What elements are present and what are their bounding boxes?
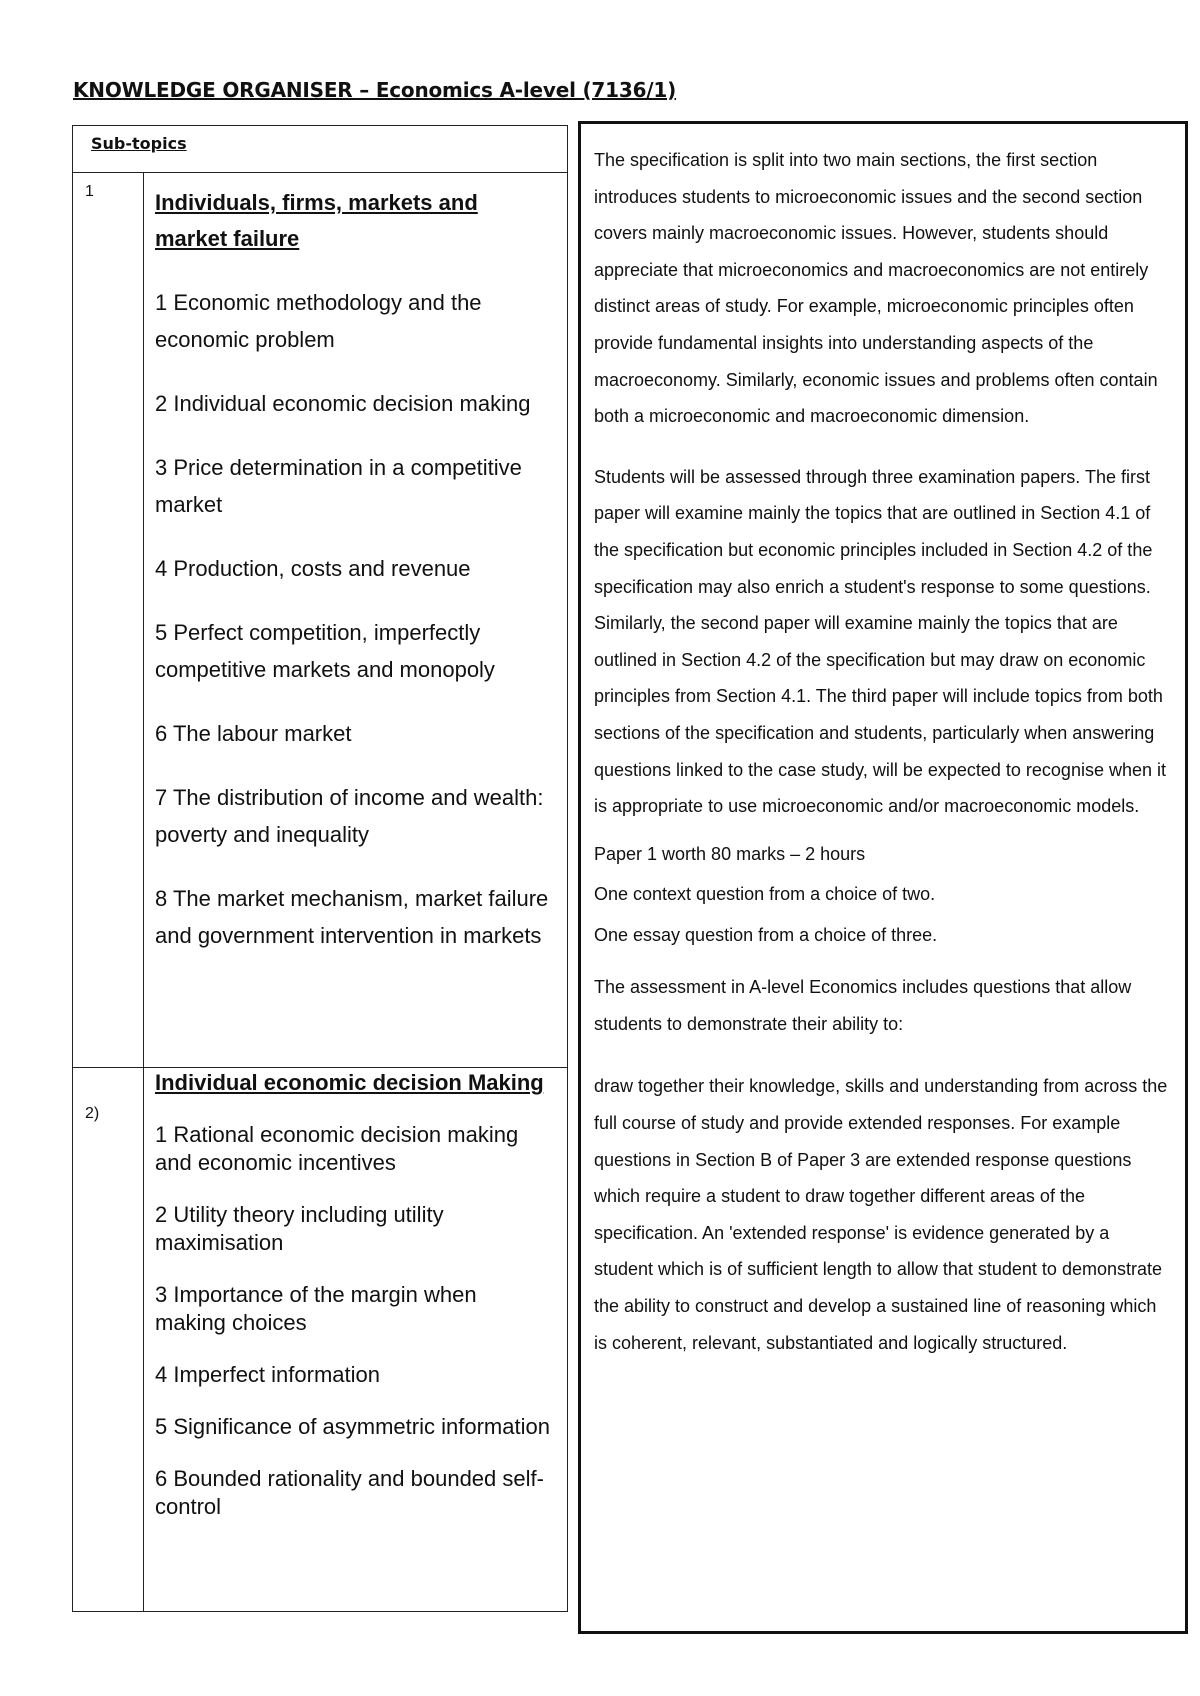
subtopic-item: 3 Price determination in a competitive market xyxy=(155,455,522,517)
subtopic-item: 4 Imperfect information xyxy=(155,1362,380,1387)
section-number: 2) xyxy=(85,1105,100,1122)
subtopic-item: 5 Significance of asymmetric information xyxy=(155,1414,550,1439)
assessment-paragraph: Students will be assessed through three examination papers. The first paper will examine mainly the topics that are outlined in Section 4.1 of the specification but economic principles included in Section 4.2 of the specification may also enrich a student's response to some questions. Similarly, the second paper will examine mainly the topics that are outlined in Section 4.2 of the specification but may draw on economic principles from Section 4.1. The third paper will include topics from both sections of the specification and students, particularly when answering questions linked to the case study, will be expected to recognise when it is appropriate to use microeconomic and/or macroeconomic models. xyxy=(594,466,1167,817)
subtopic-item: 7 The distribution of income and wealth: poverty and inequality xyxy=(155,785,544,847)
extended-response-paragraph: draw together their knowledge, skills and understanding from across the full course of study and provide extended responses. For example questions in Section B of Paper 3 are extended response questions which require a student to draw together different areas of the specification. An 'extended response' is evidence generated by a student which is of sufficient length to allow that student to demonstrate the ability to construct and develop a sustained line of reasoning which is coherent, relevant, substantiated and logically structured. xyxy=(594,1076,1168,1353)
subtopic-item: 8 The market mechanism, market failure and government intervention in markets xyxy=(155,886,549,948)
subtopic-item: 3 Importance of the margin when making choices xyxy=(155,1282,477,1335)
section-row-1 xyxy=(73,173,567,1068)
section-number-cell xyxy=(73,1068,144,1611)
paper-line: One essay question from a choice of three. xyxy=(594,924,938,945)
subtopic-item: 4 Production, costs and revenue xyxy=(155,556,471,581)
subtopic-item: 6 Bounded rationality and bounded self-control xyxy=(155,1466,544,1519)
subtopic-item: 6 The labour market xyxy=(155,721,352,746)
page-title: KNOWLEDGE ORGANISER – Economics A-level (7136/1) xyxy=(73,78,677,102)
paper-line: One context question from a choice of two. xyxy=(594,884,936,905)
spec-paragraph: The specification is split into two main sections, the first section introduces students to microeconomic issues and the second section covers mainly macroeconomic issues. However, students should appreciate that microeconomics and macroeconomics are not entirely distinct areas of study. For example, microeconomic principles often provide fundamental insights into understanding aspects of the macroeconomy. Similarly, economic issues and problems often contain both a microeconomic and macroeconomic dimension. xyxy=(594,150,1158,427)
subtopic-item: 5 Perfect competition, imperfectly competitive markets and monopoly xyxy=(155,620,495,682)
subtopics-table xyxy=(72,125,568,1612)
section-number-cell xyxy=(73,173,144,1067)
section-heading: Individual economic decision Making xyxy=(155,1070,544,1095)
section-heading: Individuals, firms, markets and market failure xyxy=(155,190,478,251)
section-row-2 xyxy=(73,1068,567,1611)
subtopic-item: 2 Utility theory including utility maximisation xyxy=(155,1202,444,1255)
subtopic-item: 2 Individual economic decision making xyxy=(155,391,531,416)
section-content-cell xyxy=(155,185,553,954)
assessment-intro-paragraph: The assessment in A-level Economics includes questions that allow students to demonstrate their ability to: xyxy=(594,977,1132,1034)
subtopics-header: Sub-topics xyxy=(73,126,567,173)
subtopic-item: 1 Economic methodology and the economic problem xyxy=(155,290,482,352)
subtopic-item: 1 Rational economic decision making and economic incentives xyxy=(155,1122,519,1175)
specification-info-box xyxy=(578,121,1188,1634)
paper-line: Paper 1 worth 80 marks – 2 hours xyxy=(594,843,866,864)
section-content-cell xyxy=(155,1068,553,1521)
section-number: 1 xyxy=(85,183,94,200)
